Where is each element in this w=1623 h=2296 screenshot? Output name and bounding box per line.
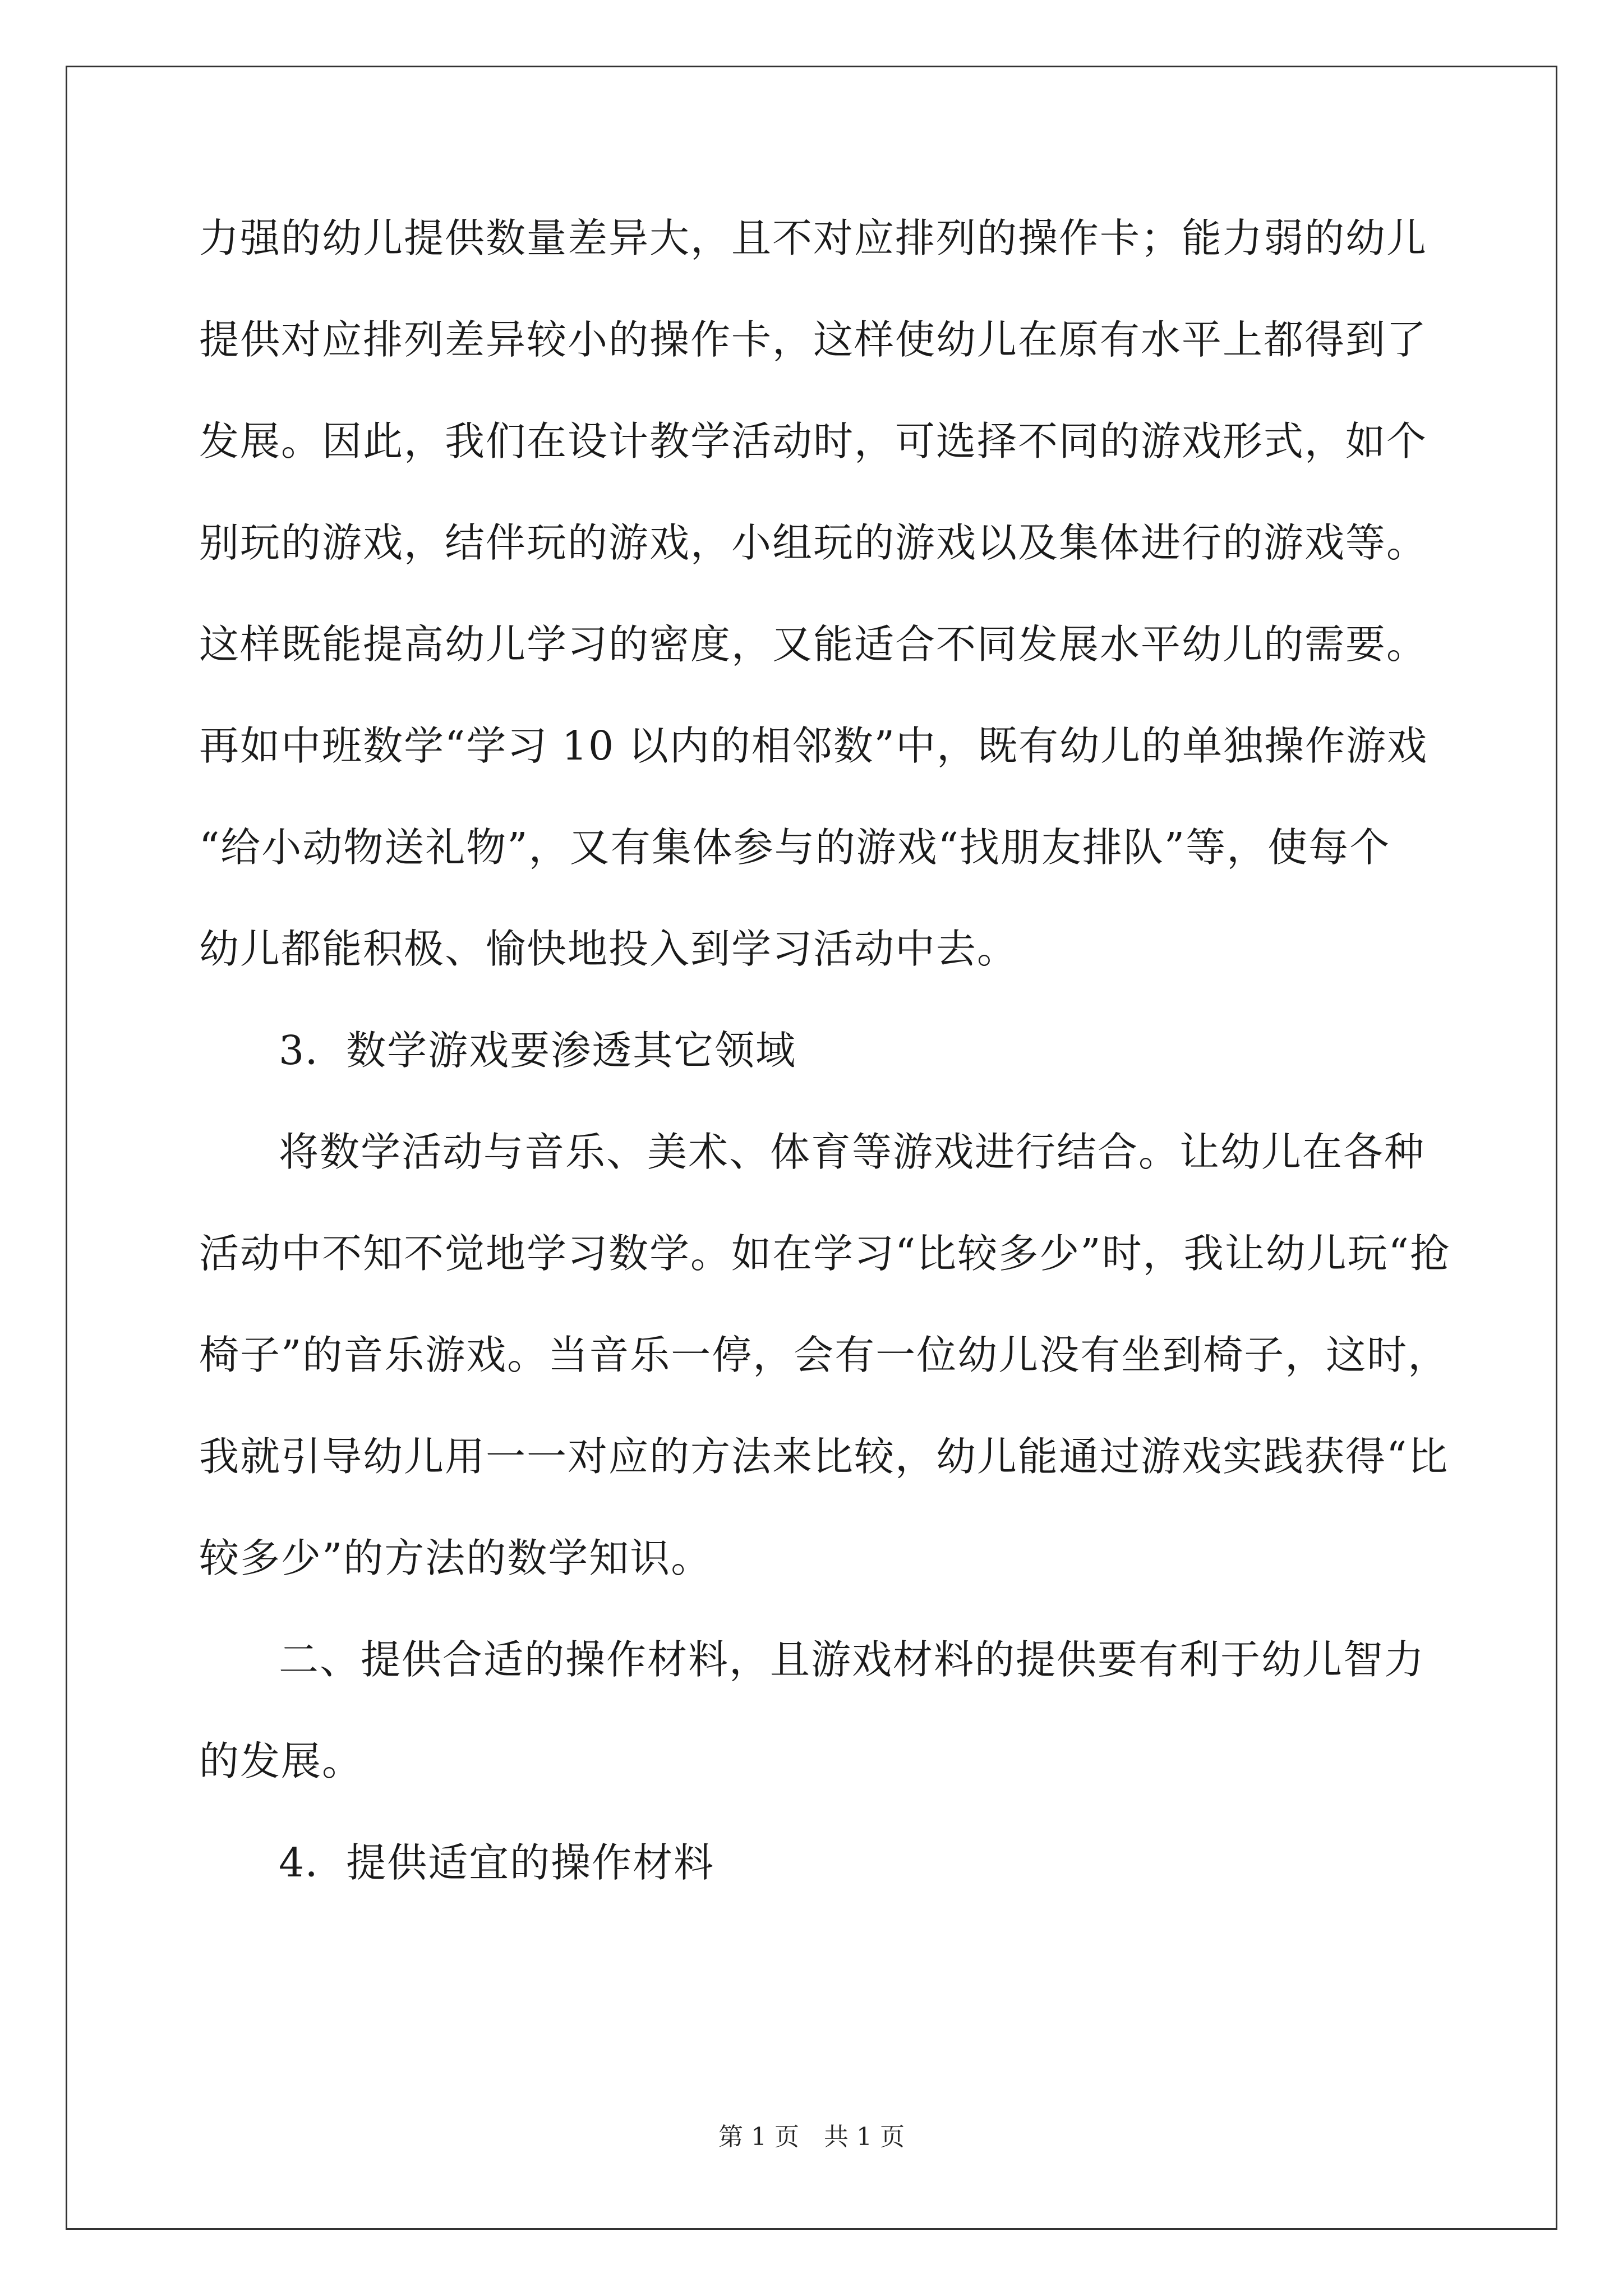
paragraph-start: 将数学活动与音乐、美术、体育等游戏进行结合。让幼儿在各种: [279, 1129, 1426, 1175]
page-footer: 第 1 页 共 1 页: [718, 2123, 905, 2151]
text-line: 提供对应排列差异较小的操作卡，这样使幼儿在原有水平上都得到了: [199, 316, 1428, 363]
section-heading: 4．提供适宜的操作材料: [279, 1839, 715, 1886]
text-line: 活动中不知不觉地学习数学。如在学习“比较多少”时，我让幼儿玩“抢: [199, 1230, 1451, 1277]
text-line: 这样既能提高幼儿学习的密度，又能适合不同发展水平幼儿的需要。: [199, 621, 1428, 668]
text-line: 我就引导幼儿用一一对应的方法来比较，幼儿能通过游戏实践获得“比: [199, 1433, 1449, 1480]
section-heading: 二、提供合适的操作材料，且游戏材料的提供要有利于幼儿智力: [279, 1636, 1426, 1683]
text-line: 发展。因此，我们在设计教学活动时，可选择不同的游戏形式，如个: [199, 418, 1428, 464]
text-line: 再如中班数学“学习 10 以内的相邻数”中，既有幼儿的单独操作游戏: [199, 723, 1428, 769]
text-line: 的发展。: [199, 1738, 363, 1784]
text-line: 椅子”的音乐游戏。当音乐一停，会有一位幼儿没有坐到椅子，这时，: [199, 1332, 1449, 1378]
text-line: 幼儿都能积极、愉快地投入到学习活动中去。: [199, 926, 1018, 972]
text-line: 较多少”的方法的数学知识。: [199, 1535, 712, 1581]
section-heading: 3．数学游戏要渗透其它领域: [279, 1027, 797, 1074]
text-line: “给小动物送礼物”，又有集体参与的游戏“找朋友排队”等，使每个: [199, 824, 1391, 871]
text-line: 别玩的游戏，结伴玩的游戏，小组玩的游戏以及集体进行的游戏等。: [199, 519, 1428, 566]
text-line: 力强的幼儿提供数量差异大，且不对应排列的操作卡；能力弱的幼儿: [199, 215, 1428, 261]
